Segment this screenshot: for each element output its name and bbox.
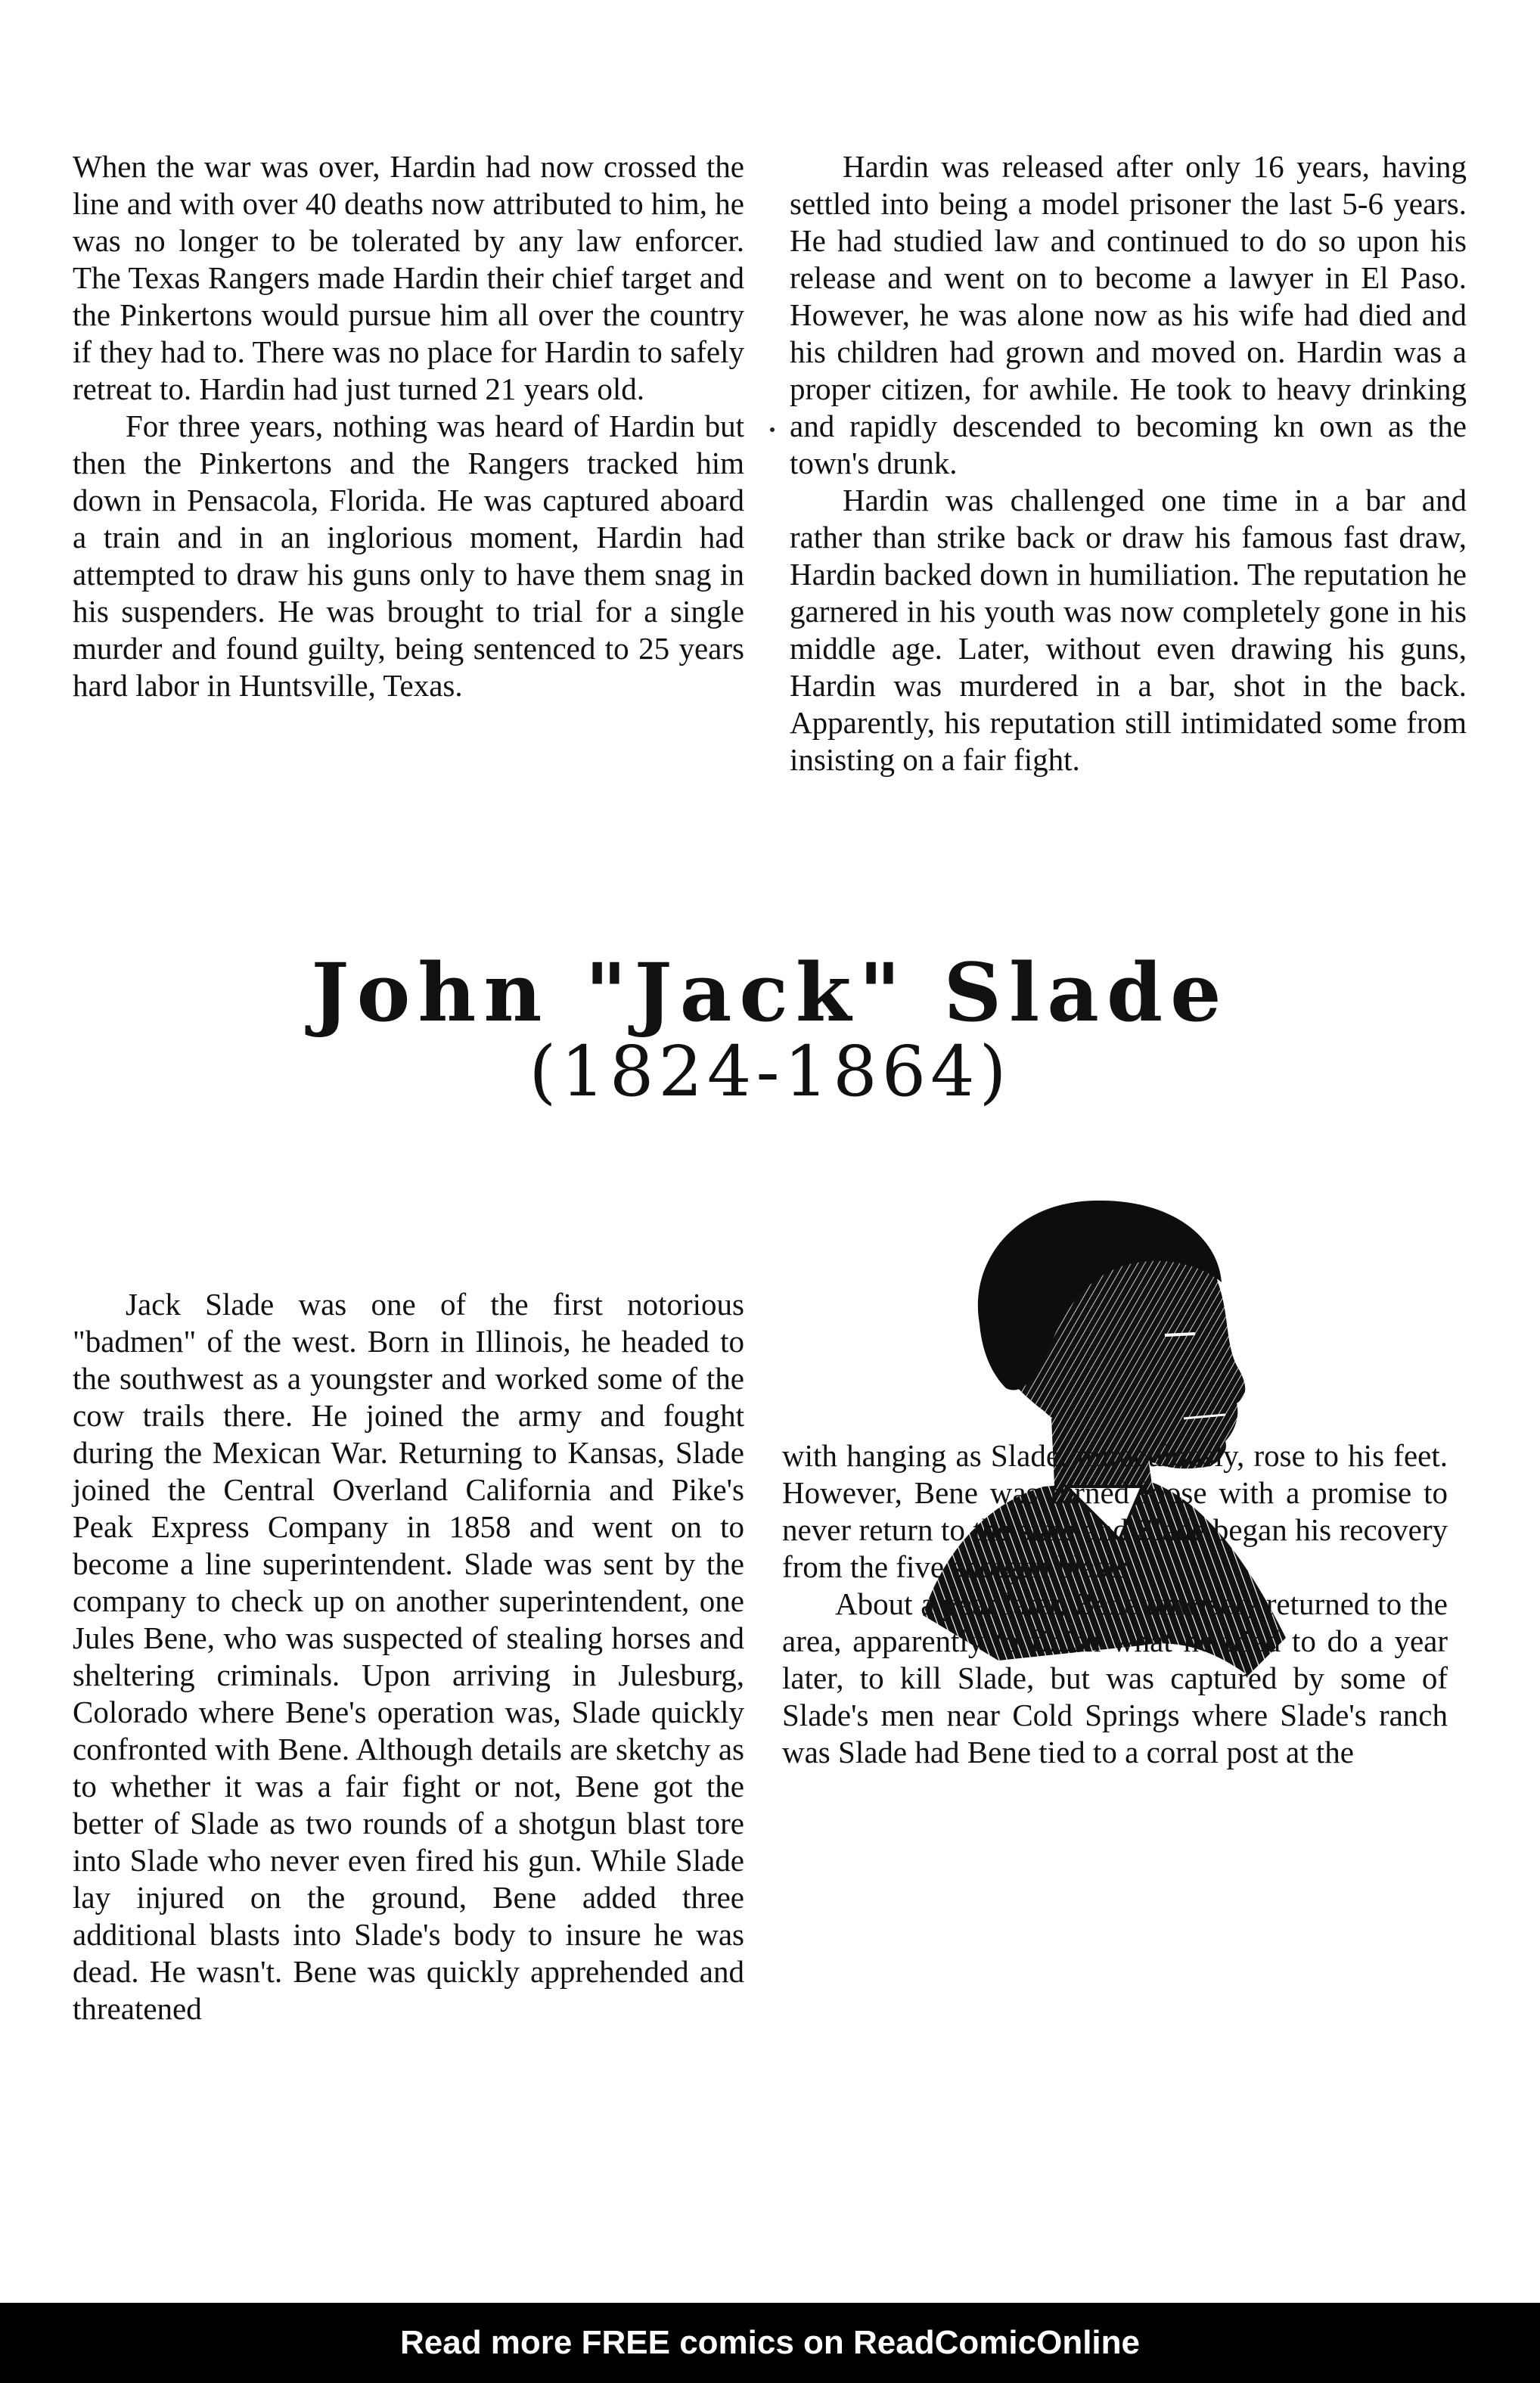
paragraph: Jack Slade was one of the first notorious "badmen" of the west. Born in Illinois, he headed to the southwest as a youngster and worked some of the cow trails there. He joined the army and fought during the Mexican War. Returning to Kansas, Slade joined the Central Overland California and Pike's Peak Express Company in 1858 and went on to become a line superintendent. Slade was sent by the company to check up on another superintendent, one Jules Bene, who was suspected of stealing horses and sheltering criminals. Upon arriving in Julesburg, Colorado where Bene's operation was, Slade quickly confronted with Bene. Although details are sketchy as to whether it was a fair fight or not, Bene got the better of Slade as two rounds of a shotgun blast tore into Slade who never even fired his gun. While Slade lay injured on the ground, Bene added three additional blasts into Slade's body to insure he was dead. He wasn't. Bene was quickly apprehended and threatened <box>73 1287 744 2026</box>
hardin-text-column-right <box>790 148 1467 778</box>
paragraph: When the war was over, Hardin had now crossed the line and with over 40 deaths now attributed to him, he was no longer to be tolerated by any law enforcer. The Texas Rangers made Hardin their chief target and the Pinkertons would pursue him all over the country if they had to. There was no place for Hardin to safely retreat to. Hardin had just turned 21 years old. <box>73 149 744 406</box>
footer-link-text[interactable]: Read more FREE comics on ReadComicOnline <box>399 2324 1140 2361</box>
paragraph: Hardin was challenged one time in a bar and rather than strike back or draw his famous fast draw, Hardin backed down in humiliation. The reputation he garnered in his youth was now completely gone in his middle age. Later, without even drawing his guns, Hardin was murdered in a bar, shot in the back. Apparently, his reputation still intimidated some from insisting on a fair fight. <box>790 483 1467 777</box>
paragraph: For three years, nothing was heard of Hardin but then the Pinkertons and the Rangers tracked him down in Pensacola, Florida. He was captured aboard a train and in an inglorious moment, Hardin had attempted to draw his guns only to have them snag in his suspenders. He was brought to trial for a single murder and found guilty, being sentenced to 25 years hard labor in Huntsville, Texas. <box>73 409 744 703</box>
paragraph: with hanging as Slade, miraculously, rose to his feet. However, Bene was turned loose with a promise to never return to the state and Slade began his recovery from the five shotgun blasts. <box>782 1438 1448 1584</box>
stray-dot <box>770 427 775 432</box>
hardin-text-column-left <box>73 148 744 704</box>
slade-text-column-right <box>782 1437 1448 1771</box>
paragraph: Hardin was released after only 16 years, having settled into being a model prisoner the last 5-6 years. He had studied law and continued to do so upon his release and went on to become a lawyer in El Paso. However, he was alone now as his wife had died and his children had grown and moved on. Hardin was a proper citizen, for awhile. He took to heavy drinking and rapidly descended to becoming kn own as the town's drunk. <box>790 149 1467 480</box>
section-dates: (1824-1864) <box>529 1031 1011 1112</box>
slade-text-column-left <box>73 1286 744 2027</box>
paragraph: About a year later, Bene unwisely returned to the area, apparently to finish what he tried to do a year later, to kill Slade, but was captured by some of Slade's men near Cold Springs where Slade's ranch was Slade had Bene tied to a corral post at the <box>782 1586 1448 1769</box>
section-title: John "Jack" Slade <box>311 945 1229 1039</box>
footer-banner[interactable] <box>0 2303 1540 2383</box>
